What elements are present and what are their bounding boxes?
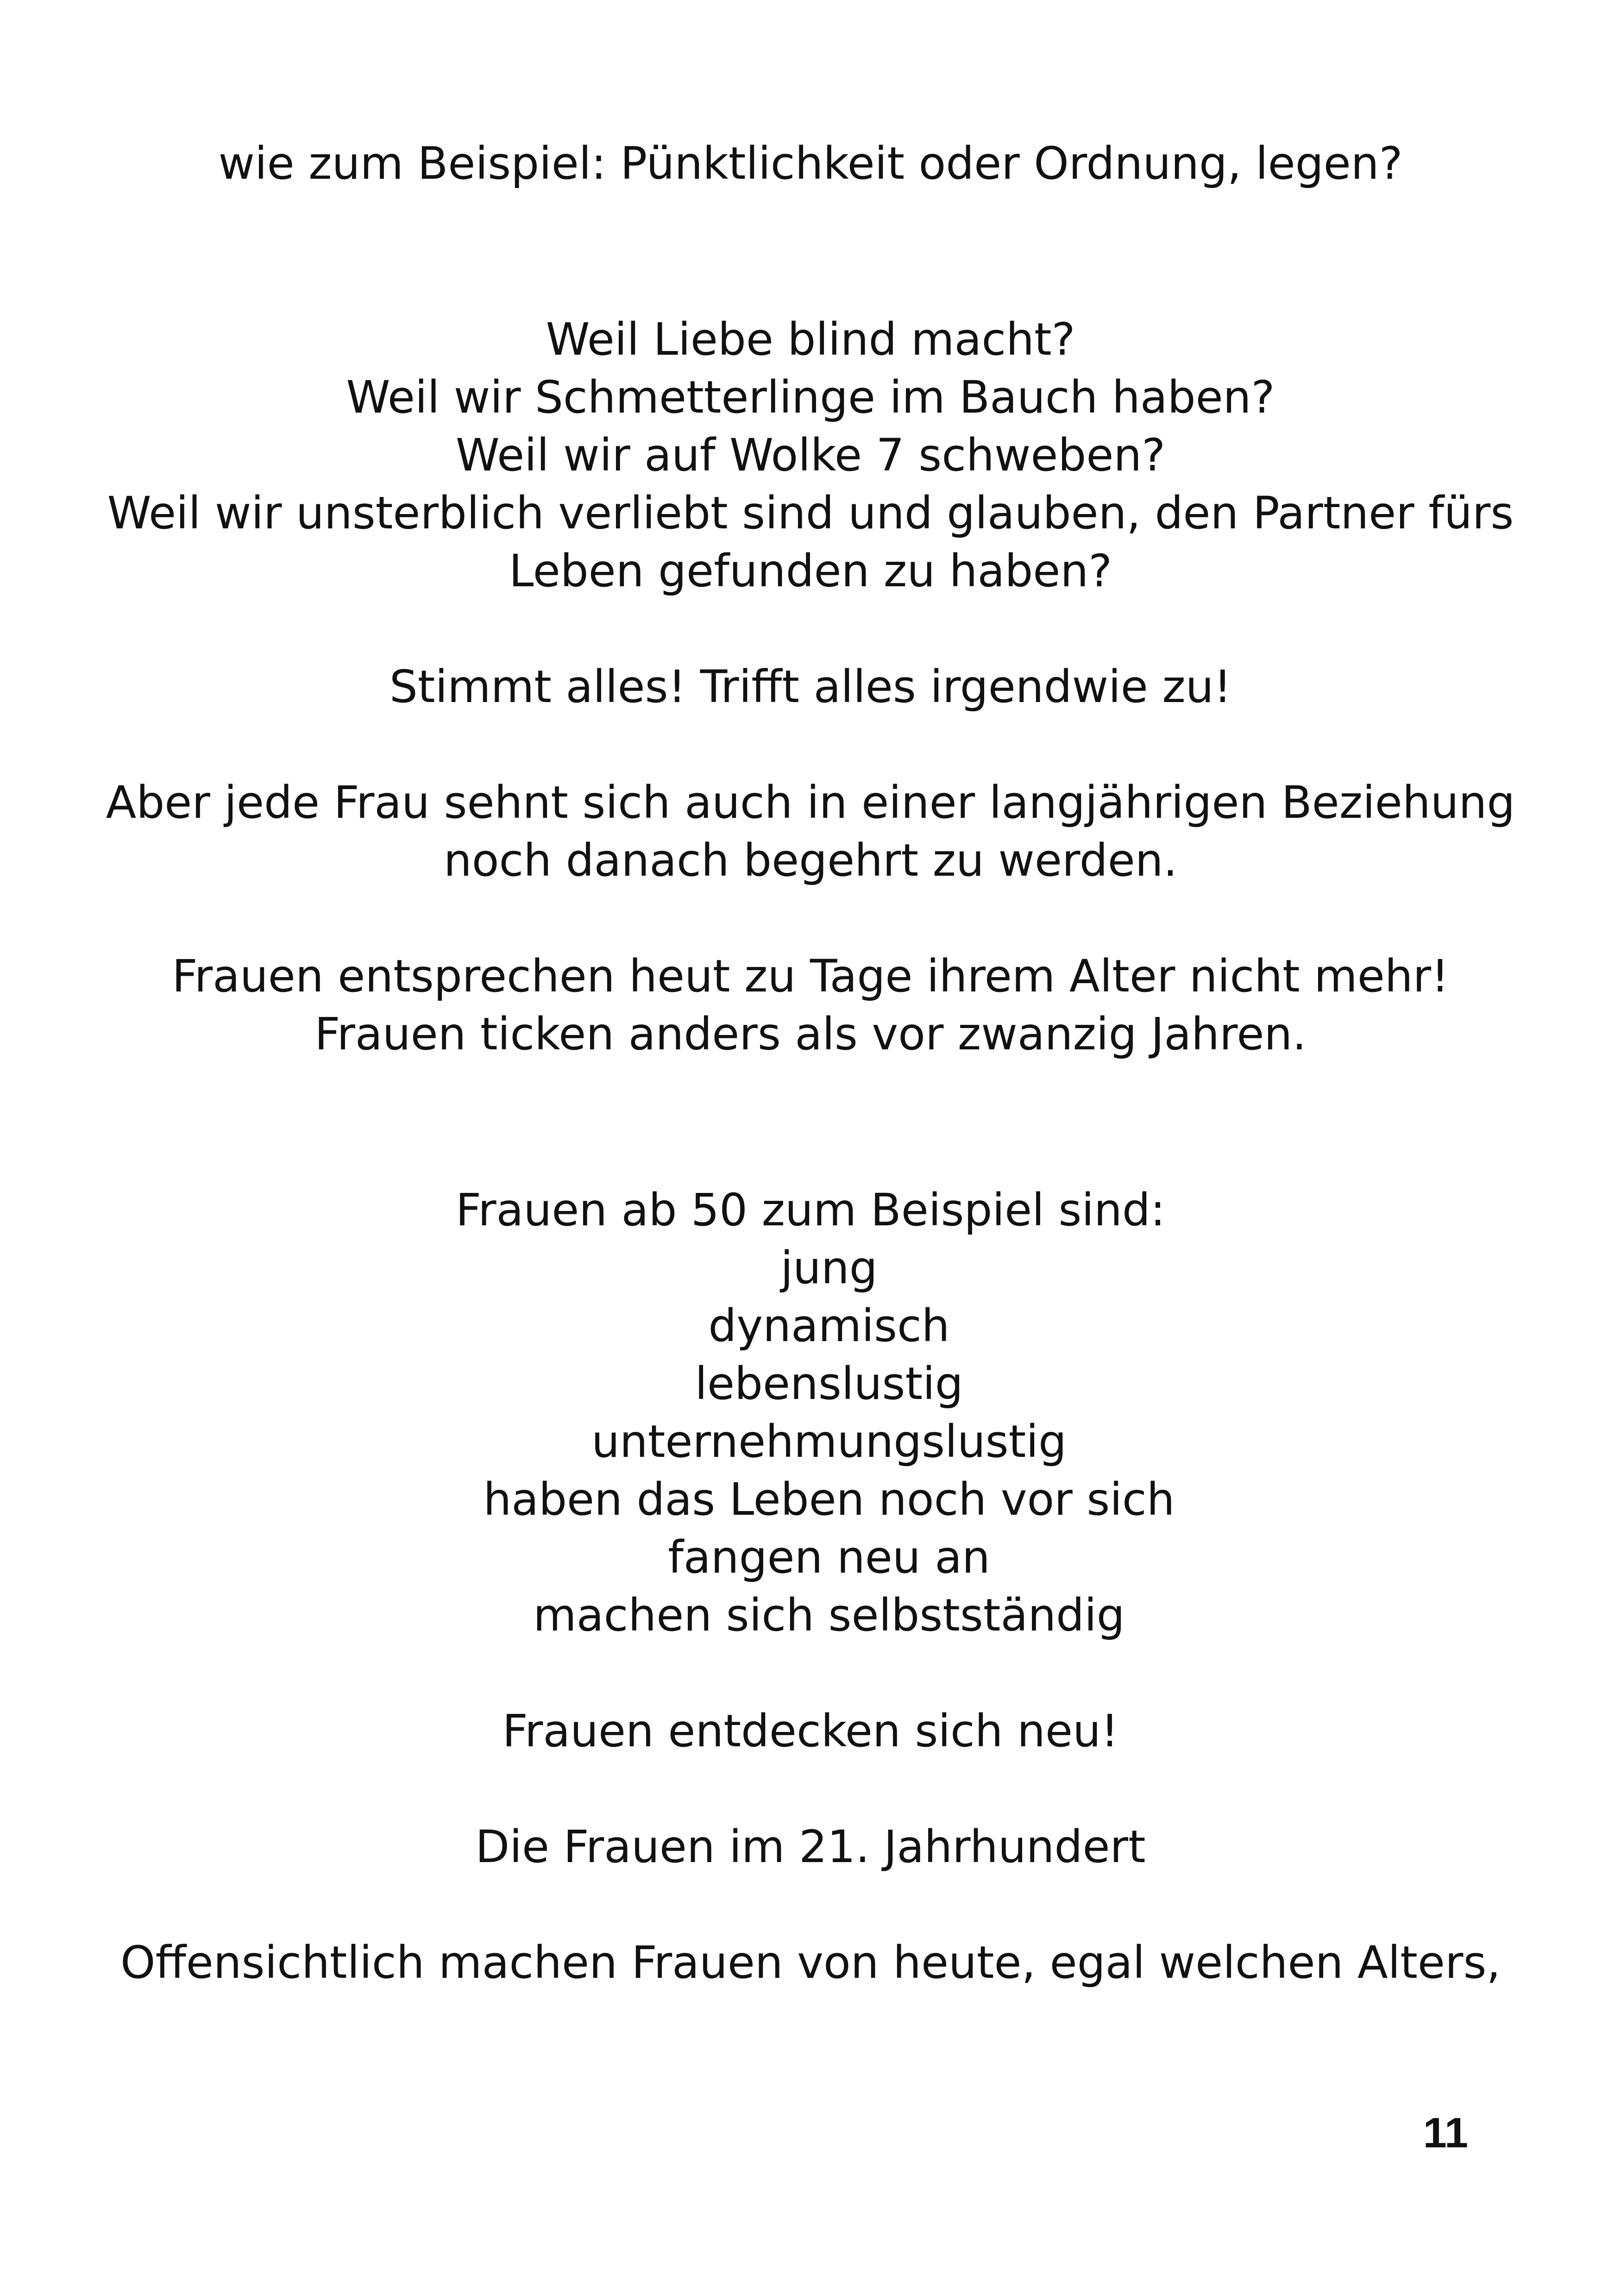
page-number: 11 [1423, 2109, 1468, 2157]
list-item: unternehmungslustig [591, 1416, 1067, 1468]
text-line: Weil Liebe blind macht? [546, 314, 1075, 365]
list-item: haben das Leben noch vor sich [483, 1474, 1175, 1525]
text-line: Weil wir auf Wolke 7 schweben? [455, 429, 1166, 481]
text-line: Offensichtlich machen Frauen von heute, egal welchen Alters, [120, 1937, 1501, 1989]
list-item: dynamisch [708, 1300, 950, 1352]
text-line: noch danach begehrt zu werden. [443, 834, 1178, 886]
text-line: Weil wir unsterblich verliebt sind und glauben, den Partner fürs [107, 487, 1514, 539]
text-line: Stimmt alles! Trifft alles irgendwie zu! [389, 661, 1232, 713]
list-item: machen sich selbstständig [533, 1589, 1125, 1641]
text-line: Frauen entsprechen heut zu Tage ihrem Alter nicht mehr! [172, 950, 1449, 1002]
list-item: jung [780, 1242, 878, 1294]
text-line: wie zum Beispiel: Pünktlichkeit oder Ordnung, legen? [218, 138, 1403, 189]
text-line: Leben gefunden zu haben? [509, 545, 1112, 597]
list-item: fangen neu an [668, 1531, 990, 1583]
list-item: lebenslustig [695, 1358, 963, 1410]
text-line: Frauen ticken anders als vor zwanzig Jahren. [314, 1008, 1307, 1060]
text-line: Frauen ab 50 zum Beispiel sind: [455, 1184, 1166, 1236]
text-line: Aber jede Frau sehnt sich auch in einer langjährigen Beziehung [106, 777, 1515, 828]
text-line: Die Frauen im 21. Jahrhundert [475, 1821, 1146, 1873]
text-line: Weil wir Schmetterlinge im Bauch haben? [346, 371, 1275, 423]
text-line: Frauen entdecken sich neu! [502, 1705, 1119, 1757]
